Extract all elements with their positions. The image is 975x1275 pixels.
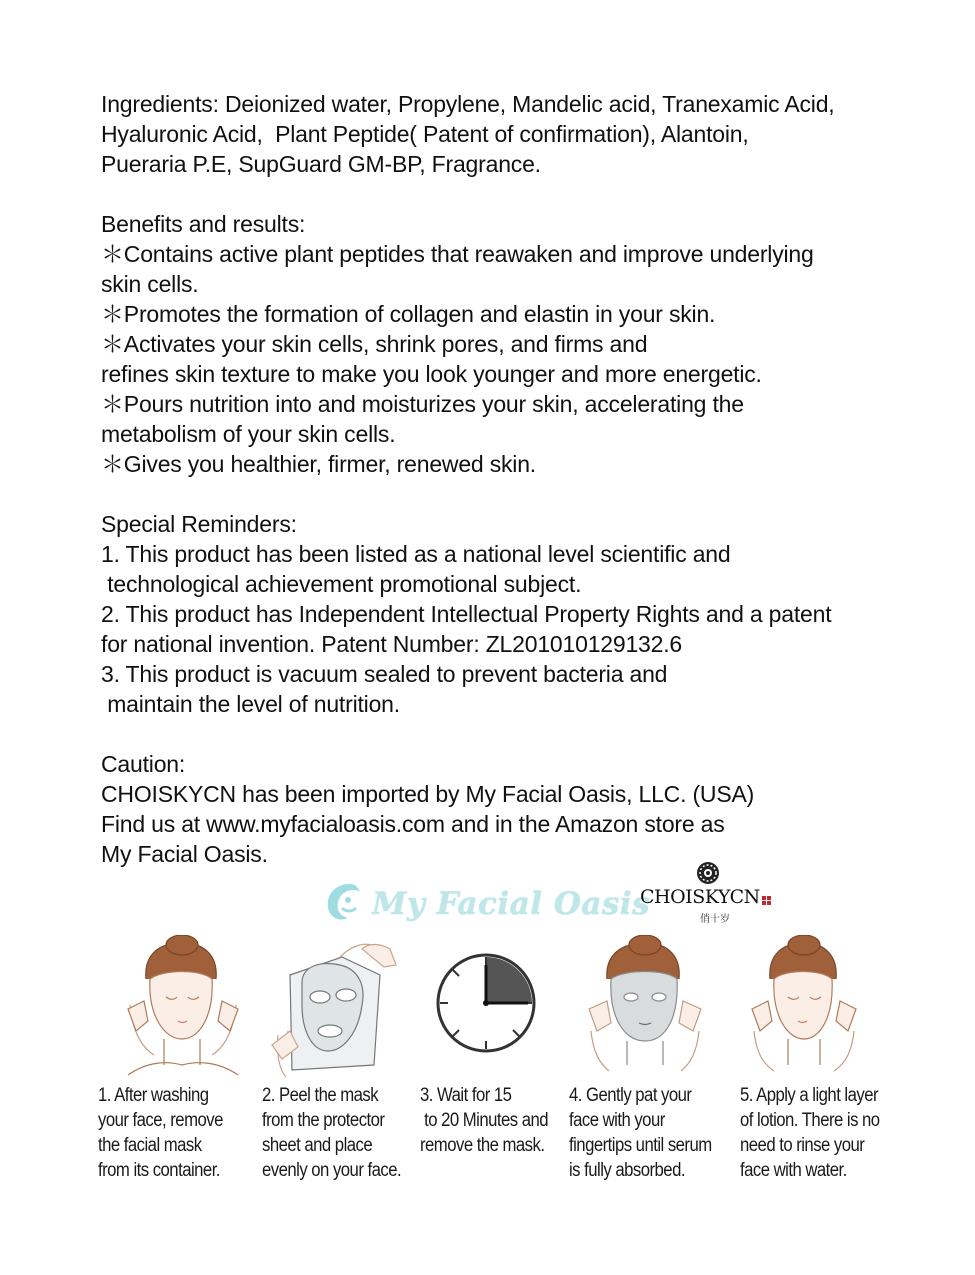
choiskycn-emblem-icon [695, 860, 721, 886]
caution-line: Find us at www.myfacialoasis.com and in the Amazon store as [101, 811, 725, 837]
clock-icon [420, 935, 590, 1080]
caption-line: 3. Wait for 15 [420, 1085, 512, 1106]
caption-line: 5. Apply a light layer [740, 1085, 879, 1106]
benefit-line: ＊Pours nutrition into and moisturizes your skin, accelerating the [101, 391, 744, 417]
reminder-line: maintain the level of nutrition. [101, 691, 400, 717]
caption-line: to 20 Minutes and [420, 1110, 549, 1131]
step-caption [569, 1083, 723, 1183]
lotion-apply-icon [740, 935, 910, 1080]
reminder-line: 2. This product has Independent Intellectual Property Rights and a patent [101, 601, 832, 627]
caption-line: face with your [569, 1110, 665, 1131]
benefit-line: refines skin texture to make you look younger and more energetic. [101, 361, 762, 387]
oasis-logo-text: My Facial Oasis [372, 886, 651, 922]
step-caption [98, 1083, 252, 1183]
benefit-line: skin cells. [101, 271, 199, 297]
caption-line: of lotion. There is no [740, 1110, 880, 1131]
oasis-face-icon [320, 878, 368, 926]
mask-peel-icon [262, 935, 432, 1080]
caution-section [101, 749, 961, 869]
benefits-title: Benefits and results: [101, 211, 306, 237]
benefit-line: ＊Activates your skin cells, shrink pores, and firms and [101, 331, 648, 357]
caption-line: remove the mask. [420, 1135, 545, 1156]
reminder-line: 3. This product is vacuum sealed to prevent bacteria and [101, 661, 668, 687]
caption-line: your face, remove [98, 1110, 223, 1131]
reminders-title: Special Reminders: [101, 511, 297, 537]
caution-line: CHOISKYCN has been imported by My Facial Oasis, LLC. (USA) [101, 781, 755, 807]
benefit-line: ＊Promotes the formation of collagen and elastin in your skin. [101, 301, 716, 327]
caption-line: evenly on your face. [262, 1160, 402, 1181]
face-washing-icon [98, 935, 268, 1080]
caption-line: 1. After washing [98, 1085, 209, 1106]
benefit-line: ＊Gives you healthier, firmer, renewed skin. [101, 451, 536, 477]
reminder-line: technological achievement promotional subject. [101, 571, 582, 597]
step-caption [420, 1083, 574, 1158]
step-caption [262, 1083, 416, 1183]
benefits-section [101, 209, 961, 479]
ingredients-section [101, 89, 961, 179]
benefit-line: metabolism of your skin cells. [101, 421, 396, 447]
red-cross-icon [762, 896, 772, 906]
my-facial-oasis-logo [320, 878, 651, 928]
ingredients-line: Ingredients: Deionized water, Propylene, Mandelic acid, Tranexamic Acid, [101, 91, 835, 117]
caption-line: 4. Gently pat your [569, 1085, 692, 1106]
caption-line: 2. Peel the mask [262, 1085, 379, 1106]
caption-line: from its container. [98, 1160, 220, 1181]
caution-title: Caution: [101, 751, 186, 777]
caption-line: need to rinse your [740, 1135, 865, 1156]
choiskycn-chinese-text: 俏十岁 [700, 914, 730, 925]
caption-line: fingertips until serum [569, 1135, 712, 1156]
info-text [101, 89, 961, 869]
ingredients-line: Pueraria P.E, SupGuard GM-BP, Fragrance. [101, 151, 541, 177]
benefit-line: ＊Contains active plant peptides that reawaken and improve underlying [101, 241, 814, 267]
usage-steps [0, 935, 975, 1225]
caution-line: My Facial Oasis. [101, 841, 268, 867]
reminder-line: for national invention. Patent Number: ZL201010129132.6 [101, 631, 683, 657]
reminders-section [101, 509, 961, 719]
caption-line: sheet and place [262, 1135, 373, 1156]
reminder-line: 1. This product has been listed as a national level scientific and [101, 541, 731, 567]
choiskycn-logo [640, 860, 790, 930]
step-caption [740, 1083, 894, 1183]
mask-pat-icon [569, 935, 739, 1080]
brand-logos [320, 860, 800, 930]
choiskycn-logo-text: CHOISKYCN [640, 886, 760, 908]
caption-line: is fully absorbed. [569, 1160, 685, 1181]
caption-line: the facial mask [98, 1135, 202, 1156]
caption-line: face with water. [740, 1160, 847, 1181]
ingredients-line: Hyaluronic Acid, Plant Peptide( Patent of confirmation), Alantoin, [101, 121, 749, 147]
caption-line: from the protector [262, 1110, 385, 1131]
